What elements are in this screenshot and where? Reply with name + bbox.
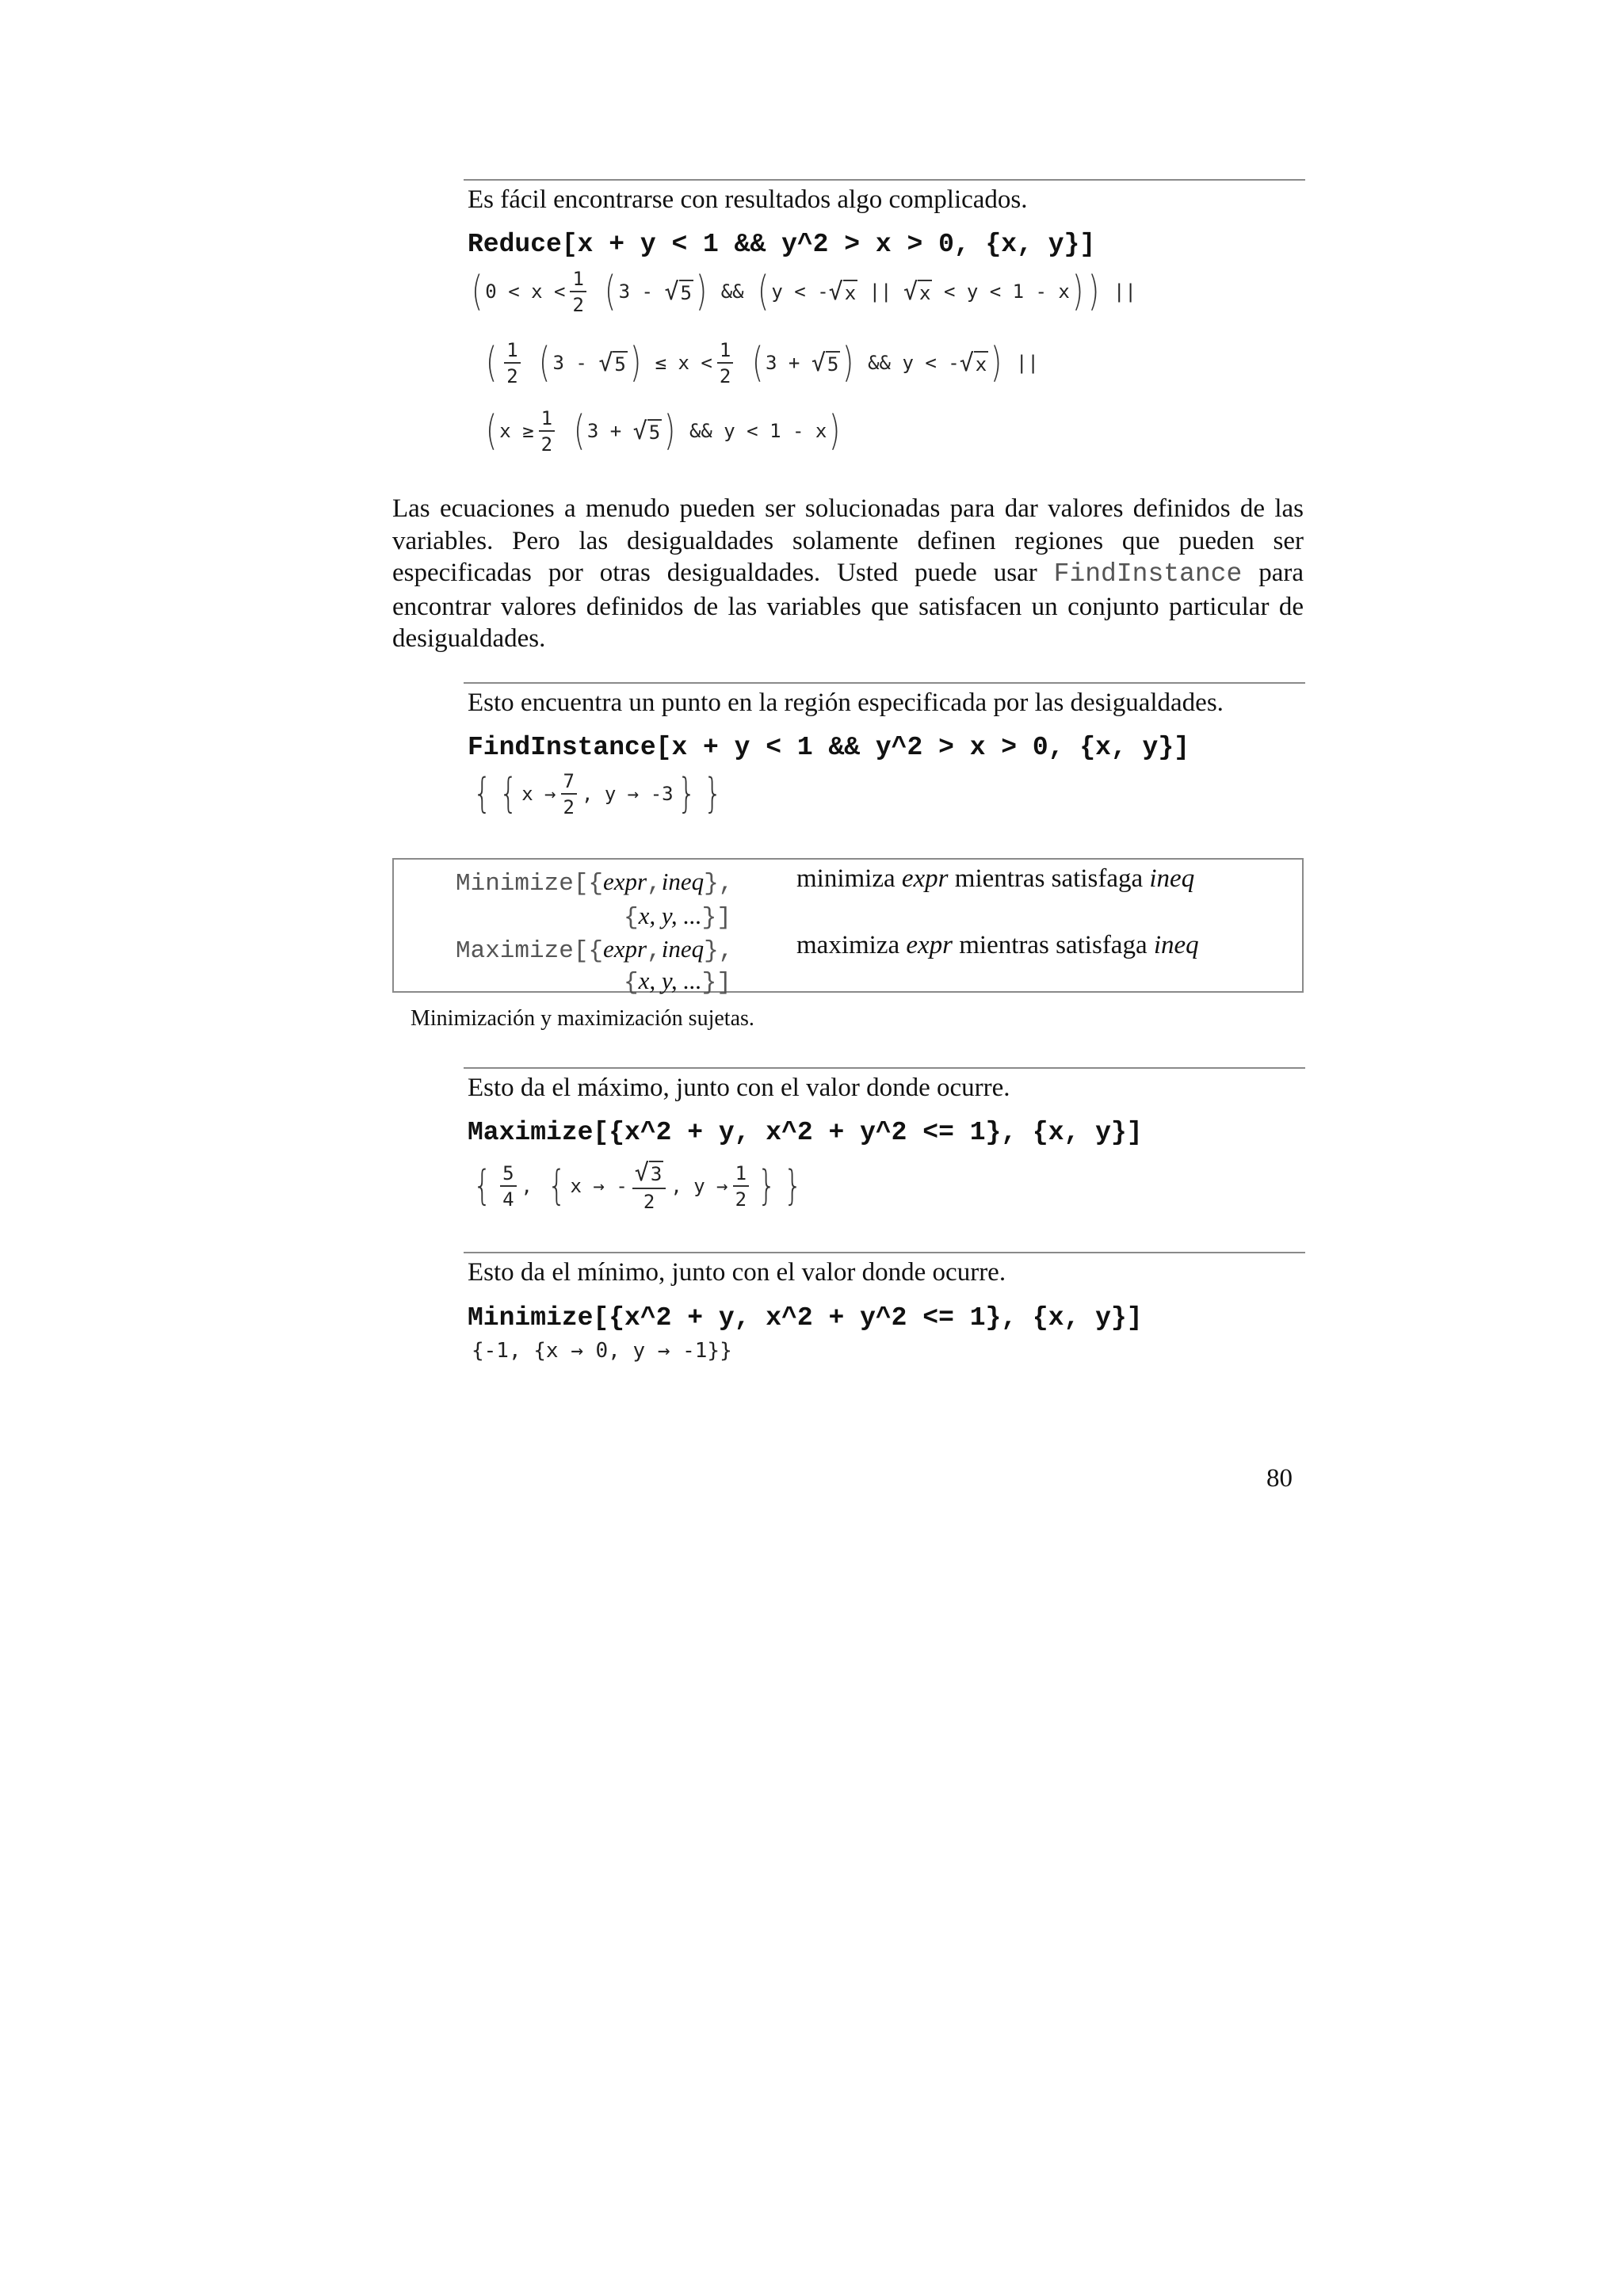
findinstance-input[interactable]: FindInstance[x + y < 1 && y^2 > x > 0, {x, y}] xyxy=(468,733,1190,762)
reduce-output-line2: ( $\frac{1}{2}$ ( 3 - √5 ) ≤ x < $\frac{1}{2}$ ( 3 + √5 ) && y < - √x ) || xyxy=(486,338,1039,387)
section-divider xyxy=(464,179,1305,181)
reduce-output-line3: ( x ≥ $\frac{1}{2}$ ( 3 + √5 ) && y < 1 - x ) xyxy=(486,406,841,456)
section4-text: Esto da el mínimo, junto con el valor donde ocurre. xyxy=(468,1258,1006,1287)
reduce-input[interactable]: Reduce[x + y < 1 && y^2 > x > 0, {x, y}] xyxy=(468,230,1096,259)
reduce-output-line1: ( 0 < x < $\frac{1}{2}$ ( 3 - √5 ) && ( y < - √x || √x < y < 1 - x ) ) || xyxy=(472,267,1136,316)
minimize-input[interactable]: Minimize[{x^2 + y, x^2 + y^2 <= 1}, {x, y}] xyxy=(468,1303,1143,1333)
findinstance-code: FindInstance xyxy=(1053,559,1243,589)
table-desc: maximiza expr mientras satisfaga ineq xyxy=(796,931,1199,959)
table-desc: minimiza expr mientras satisfaga ineq xyxy=(796,864,1195,893)
section2-text: Esto encuentra un punto en la región especificada por las desigualdades. xyxy=(468,688,1224,717)
section1-text: Es fácil encontrarse con resultados algo complicados. xyxy=(468,185,1028,214)
maximize-input[interactable]: Maximize[{x^2 + y, x^2 + y^2 <= 1}, {x, y}] xyxy=(468,1118,1143,1147)
table-row: Minimize[{expr,ineq}, xyxy=(456,868,734,898)
table-row: Maximize[{expr,ineq}, xyxy=(456,935,734,965)
section-divider xyxy=(464,682,1305,684)
section-divider xyxy=(464,1067,1305,1069)
section-divider xyxy=(464,1252,1305,1253)
body-paragraph: Las ecuaciones a menudo pueden ser solucionadas para dar valores definidos de las variables. Pero las desigualdades solamente definen regiones que pueden ser especificadas por otras desigualdades. Usted puede usar FindInstance para encontrar valores definidos de las variables que satisfacen un conjunto particular de desigualdades. xyxy=(392,494,1304,653)
findinstance-output: { { x → $\frac{7}{2}$ , y → -3 } } xyxy=(472,769,722,818)
table-caption: Minimización y maximización sujetas. xyxy=(411,1006,754,1031)
page-number: 80 xyxy=(1266,1464,1293,1493)
minimize-output: {-1, {x → 0, y → -1}} xyxy=(472,1339,732,1363)
function-table: Minimize[{expr,ineq}, {x, y, ...}] minimiza expr mientras satisfaga ineq Maximize[{expr,ineq}, {x, y, ...}] maximiza expr mientras satisfaga ineq xyxy=(392,858,1304,993)
section3-text: Esto da el máximo, junto con el valor donde ocurre. xyxy=(468,1074,1010,1102)
maximize-output: { $\frac{5}{4}$ , { x → - $\frac{√3}{2}$ , y → $\frac{1}{2}$ } } xyxy=(472,1158,803,1213)
